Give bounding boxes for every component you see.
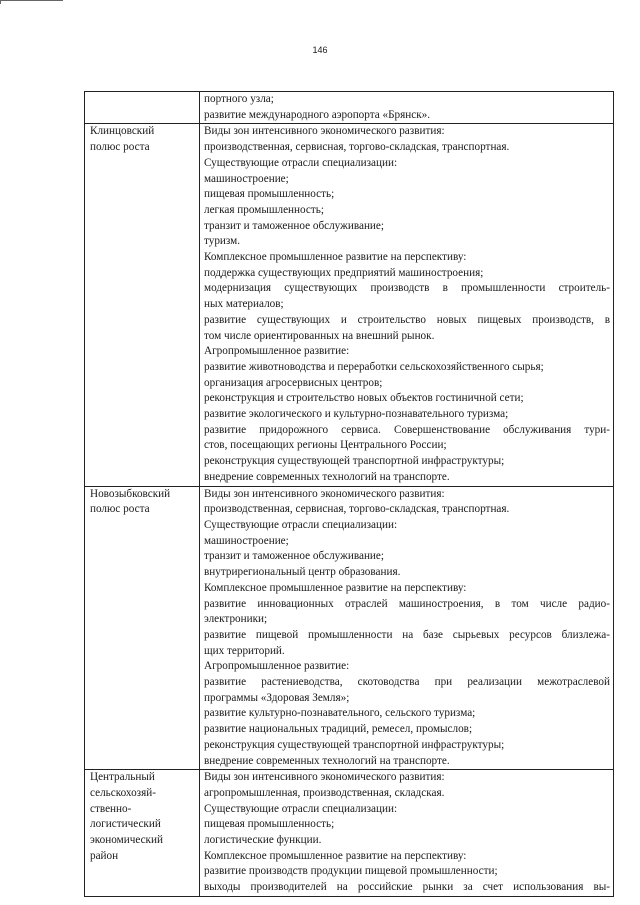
growth-poles-table [84,91,614,897]
description-line: развитие культурно-познавательного, сельского туризма; [204,707,476,720]
description-line: Комплексное промышленное развитие на перспективу: [204,849,467,862]
description-line: портного узла; [204,93,274,105]
description-line: внутрирегиональный центр образования. [204,566,401,579]
description-line: Агропромышленное развитие: [204,660,350,673]
description-line: транзит и таможенное обслуживание; [204,550,384,563]
description-line: развитие животноводства и переработки сельскохозяйственного сырья; [204,360,544,373]
description-line: том числе ориентированных на внешний рынок. [204,329,435,342]
description-line: легкая промышленность; [204,203,324,216]
development-description-cell [200,124,614,486]
description-line: Существующие отрасли специализации: [204,156,398,169]
description-line: Виды зон интенсивного экономического развития: [204,487,445,500]
description-line: развитие существующих и строительство новых пищевых производств, в [204,313,610,326]
description-line: Агропромышленное развитие: [204,345,350,358]
description-line: машиностроение; [204,534,289,547]
territory-name-line: сельскохозяй- [90,786,156,799]
description-line: транзит и таможенное обслуживание; [204,219,384,232]
description-line: развитие производств продукции пищевой промышленности; [204,865,498,878]
table-row [85,92,614,124]
description-line: стов, посещающих регионы Центрального России; [204,439,447,452]
description-line: Существующие отрасли специализации: [204,802,398,815]
territory-name-line: ственно- [90,802,132,815]
description-line: щих территорий. [204,644,285,657]
territory-name-cell [85,124,200,486]
description-line: развитие национальных традиций, ремесел, промыслов; [204,723,473,736]
development-description-cell [200,770,614,897]
table-row [85,486,614,770]
territory-name-cell [85,92,200,124]
description-line: туризм. [204,235,241,248]
description-line: развитие пищевой промышленности на базе сырьевых ресурсов близлежа- [204,628,610,641]
description-line: Существующие отрасли специализации: [204,518,398,531]
description-line: логистические функции. [204,834,322,847]
description-line: развитие инновационных отраслей машиностроения, в том числе радио- [204,597,610,610]
description-line: Комплексное промышленное развитие на перспективу: [204,251,467,264]
development-description-cell [200,92,614,124]
description-line: Виды зон интенсивного экономического развития: [204,125,445,138]
territory-name-line: район [90,849,119,862]
page-number: 146 [312,45,328,55]
territory-name-line: полюс роста [90,141,150,154]
description-line: реконструкция существующей транспортной инфраструктуры; [204,455,505,468]
description-line: электроники; [204,613,268,626]
description-line: внедрение современных технологий на транспорте. [204,470,450,483]
description-line: развитие экологического и культурно-познавательного туризма; [204,408,509,421]
description-line: пищевая промышленность; [204,818,335,831]
table-row [85,770,614,897]
description-line: развитие придорожного сервиса. Совершенствование обслуживания тури- [204,423,610,436]
territory-name-line: Новозыбковский [90,487,171,500]
description-line: программы «Здоровая Земля»; [204,691,350,704]
development-description-cell [200,486,614,770]
description-line: пищевая промышленность; [204,188,335,201]
territory-name-line: полюс роста [90,503,150,516]
territory-name-cell [85,486,200,770]
description-line: производственная, сервисная, торгово-складская, транспортная. [204,503,510,516]
territory-name-line: Центральный [90,771,155,784]
description-line: выходы производителей на российские рынки за счет использования вы- [204,881,610,894]
territory-name-line: Клинцовский [90,125,155,138]
description-line: внедрение современных технологий на транспорте. [204,754,450,767]
description-line: производственная, сервисная, торгово-складская, транспортная. [204,141,510,154]
table-row [85,124,614,486]
description-line: развитие международного аэропорта «Брянск». [204,108,431,121]
description-line: Комплексное промышленное развитие на перспективу: [204,581,467,594]
description-line: модернизация существующих производств в промышленности строитель- [204,282,610,295]
territory-name-cell [85,770,200,897]
description-line: реконструкция существующей транспортной инфраструктуры; [204,738,505,751]
territory-name-line: логистический [90,818,161,831]
description-line: поддержка существующих предприятий машиностроения; [204,266,484,279]
description-line: реконструкция и строительство новых объектов гостиничной сети; [204,392,524,405]
description-line: организация агросервисных центров; [204,376,383,389]
description-line: машиностроение; [204,172,289,185]
description-line: развитие растениеводства, скотоводства при реализации межотраслевой [204,676,610,689]
territory-name-line: экономический [90,834,163,847]
description-line: Виды зон интенсивного экономического развития: [204,771,445,784]
scan-corner-mark [0,0,63,4]
description-line: ных материалов; [204,298,284,311]
description-line: агропромышленная, производственная, складская. [204,786,445,799]
